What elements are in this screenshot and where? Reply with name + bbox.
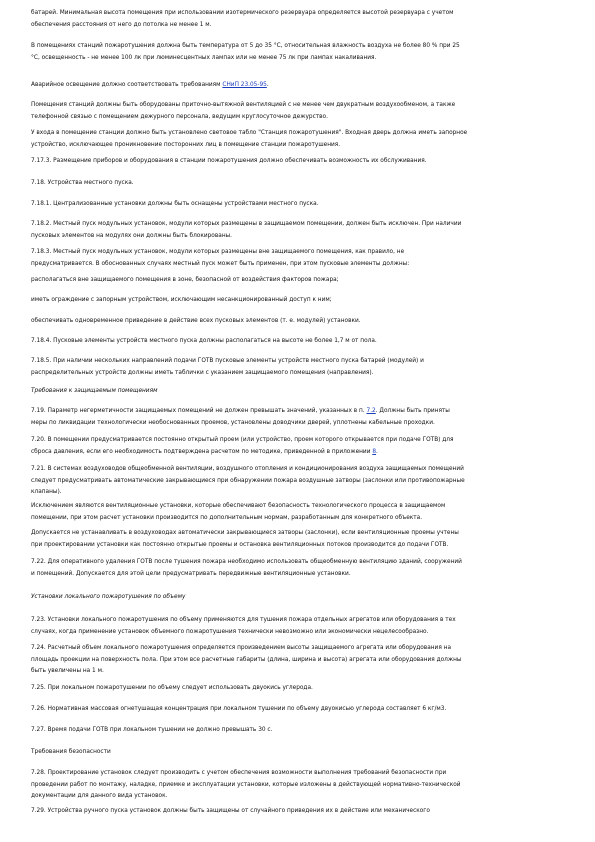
paragraph-line: В помещениях станций пожаротушения должна быть температура от 5 до 35 °С, относительная влажность воздуха не более 80 % при 25 (31, 43, 460, 49)
paragraph (31, 557, 551, 580)
paragraph-line: У входа в помещение станции должно быть установлено световое табло "Станция пожаротушения". Входная дверь должна иметь запорное (31, 130, 468, 136)
paragraph (31, 704, 551, 716)
paragraph (31, 747, 551, 759)
paragraph-line: следует предусматривать автоматические закрывающиеся при обнаружении пожара воздушные затворы (заслонки или противопожарные (31, 477, 465, 484)
paragraph-line: 7.28. Проектирование установок следует производить с учетом обеспечения возможности выполнения требований безопасности при (31, 770, 447, 776)
paragraph-line: быть увеличены на 1 м. (31, 668, 104, 674)
paragraph (31, 683, 551, 695)
paragraph-line: 7.26. Нормативная массовая огнетушащая концентрация при локальном тушении по объему двуокисью углерода составляет 6 кг/м3. (31, 706, 447, 712)
paragraph (31, 435, 551, 458)
paragraph-line: помещении, при этом расчет установки производится по дополнительным нормам, разработанным для конкретного объекта. (31, 514, 423, 521)
paragraph-line: 7.27. Время подачи ГОТВ при локальном тушении не должно превышать 30 с. (31, 727, 273, 733)
paragraph-line: 7.29. Устройства ручного пуска установок должны быть защищены от случайного приведения их в действие или механического (31, 808, 430, 814)
paragraph-line: Помещения станций должны быть оборудованы приточно-вытяжной вентиляцией с не менее чем двукратным воздухообменом, а также (31, 102, 456, 108)
paragraph (31, 501, 551, 524)
paragraph-line: проведении работ по монтажу, наладке, приемке и эксплуатации установки, которые изложены в действующей нормативно-технической (31, 781, 461, 788)
paragraph (31, 199, 551, 211)
paragraph (31, 643, 551, 678)
paragraph (31, 615, 551, 638)
link-trailing-text: . (266, 82, 269, 88)
link-trailing-text: . (376, 448, 378, 455)
reference-link[interactable]: 8 (372, 448, 377, 455)
paragraph (31, 464, 551, 499)
paragraph-line: батарей. Минимальная высота помещения при использовании изотермического резервуара определяется высотой резервуара с учетом (31, 10, 454, 16)
paragraph-line: обеспечивать одновременное приведение в действие всех пусковых элементов (т. е. модулей) установки. (31, 318, 361, 324)
paragraph-line: Установки локального пожаротушения по объему (31, 594, 186, 600)
paragraph-line: телефонной связью с помещением дежурного персонала, ведущим круглосуточное дежурство. (31, 113, 328, 120)
paragraph-line: сброса давления, если его необходимость подтверждена расчетом по методике, приведенной в приложении 8. (31, 448, 378, 455)
paragraph (31, 247, 551, 270)
paragraph-line: 7.18.4. Пусковые элементы устройств местного пуска должны располагаться на высоте не более 1,7 м от пола. (31, 338, 377, 344)
paragraph-line: 7.22. Для оперативного удаления ГОТВ после тушения пожара необходимо использовать общеобменную вентиляцию зданий, сооружений (31, 559, 462, 565)
paragraph-line: 7.23. Установки локального пожаротушения по объему применяются для тушения пожара отдельных агрегатов или оборудования в тех (31, 617, 456, 623)
paragraph-line: площадь проекции на поверхность пола. При этом все расчетные габариты (длина, ширина и высота) агрегата или оборудования должны (31, 656, 462, 663)
link-trailing-text: . Должны быть приняты (375, 408, 450, 414)
reference-link[interactable]: 7.2 (366, 408, 376, 414)
paragraph-line: 7.18. Устройства местного пуска. (31, 180, 134, 186)
paragraph (31, 406, 551, 429)
paragraph-line: случаях, когда применение установок объемного пожаротушения технически невозможно или экономически нецелесообразно. (31, 628, 429, 635)
paragraph-line: пусковых элементов на модулях они должны быть блокированы. (31, 232, 233, 239)
paragraph-line: меры по ликвидации технологически необоснованных проемов, установлены доводчики дверей, уплотнены кабельные проходки. (31, 419, 435, 426)
paragraph (31, 725, 551, 737)
paragraph (31, 219, 551, 242)
paragraph (31, 295, 551, 307)
paragraph-line: 7.24. Расчетный объем локального пожаротушения определяется произведением высоты защищаемого агрегата или оборудования на (31, 645, 451, 651)
paragraph (31, 336, 551, 348)
paragraph-line: 7.25. При локальном пожаротушении по объему следует использовать двуокись углерода. (31, 685, 313, 691)
paragraph (31, 128, 551, 151)
paragraph-line: 7.21. В системах воздуховодов общеобменной вентиляции, воздушного отопления и кондиционирования воздуха защищаемых помещений (31, 466, 464, 472)
paragraph (31, 156, 551, 168)
paragraph-line: предусматривается. В обоснованных случаях местный пуск может быть применен, при этом пусковые элементы должны: (31, 260, 410, 267)
paragraph (31, 80, 551, 92)
paragraph (31, 528, 551, 551)
paragraph-line: документации для данного вида установок. (31, 793, 168, 799)
section-heading (31, 592, 551, 604)
paragraph-line: 7.17.3. Размещение приборов и оборудования в станции пожаротушения должно обеспечивать возможность их обслуживания. (31, 158, 427, 164)
paragraph-line: 7.18.3. Местный пуск модульных установок, модули которых размещены вне защищаемого помещения, как правило, не (31, 249, 405, 255)
paragraph-line: 7.19. Параметр негерметичности защищаемых помещений не должен превышать значений, указанных в п. 7.2. Должны быть приняты (31, 408, 450, 414)
paragraph-line: располагаться вне защищаемого помещения в зоне, безопасной от воздействия факторов пожара; (31, 277, 339, 283)
paragraph-line: и помещений. Допускается для этой цели предусматривать передвижные вентиляционные установки. (31, 570, 351, 577)
paragraph-line: Исключением являются вентиляционные установки, которые обеспечивают безопасность технологического процесса в защищаемом (31, 503, 446, 509)
paragraph-line: распределительных устройств должны иметь таблички с указанием защищаемого помещения (направления). (31, 369, 374, 376)
paragraph-line: Требования безопасности (31, 749, 111, 755)
paragraph (31, 356, 551, 379)
paragraph-line: иметь ограждение с запорным устройством, исключающим несанкционированный доступ к ним; (31, 297, 332, 303)
paragraph (31, 8, 551, 31)
paragraph (31, 41, 551, 64)
paragraph-line: Допускается не устанавливать в воздуховодах автоматически закрывающиеся затворы (заслонки), если вентиляционные проемы учтены (31, 530, 459, 536)
paragraph-line: 7.18.1. Централизованные установки должны быть оснащены устройствами местного пуска. (31, 201, 319, 207)
paragraph-line: °С, освещенность - не менее 100 лк при люминесцентных лампах или не менее 75 лк при лампах накаливания. (31, 54, 377, 61)
paragraph-line: Требования к защищаемым помещениям (31, 388, 158, 394)
paragraph (31, 806, 551, 818)
paragraph-line: при проектировании установки как постоянно открытые проемы и остановка вентиляционных потоков производится до подачи ГОТВ. (31, 541, 449, 548)
paragraph-line: 7.20. В помещении предусматривается постоянно открытый проем (или устройство, проем которого открывается при подаче ГОТВ) для (31, 437, 454, 443)
paragraph-line: 7.18.2. Местный пуск модульных установок, модули которых размещены в защищаемом помещении, должен быть исключен. При наличии (31, 221, 462, 227)
paragraph (31, 275, 551, 287)
paragraph-line: 7.18.5. При наличии нескольких направлений подачи ГОТВ пусковые элементы устройств местного пуска батарей (модулей) и (31, 358, 424, 364)
reference-link[interactable]: СНиП 23.05-95 (222, 82, 267, 88)
paragraph (31, 178, 551, 190)
paragraph-line: устройство, исключающее проникновение посторонних лиц в помещение станции пожаротушения. (31, 141, 341, 148)
paragraph-line: обеспечения расстояния от него до потолка не менее 1 м. (31, 21, 212, 28)
section-heading (31, 386, 551, 398)
paragraph-line: клапаны). (31, 489, 62, 495)
paragraph (31, 100, 551, 123)
paragraph (31, 768, 551, 803)
paragraph-line: Аварийное освещение должно соответствовать требованиям СНиП 23.05-95. (31, 82, 269, 88)
paragraph (31, 316, 551, 328)
